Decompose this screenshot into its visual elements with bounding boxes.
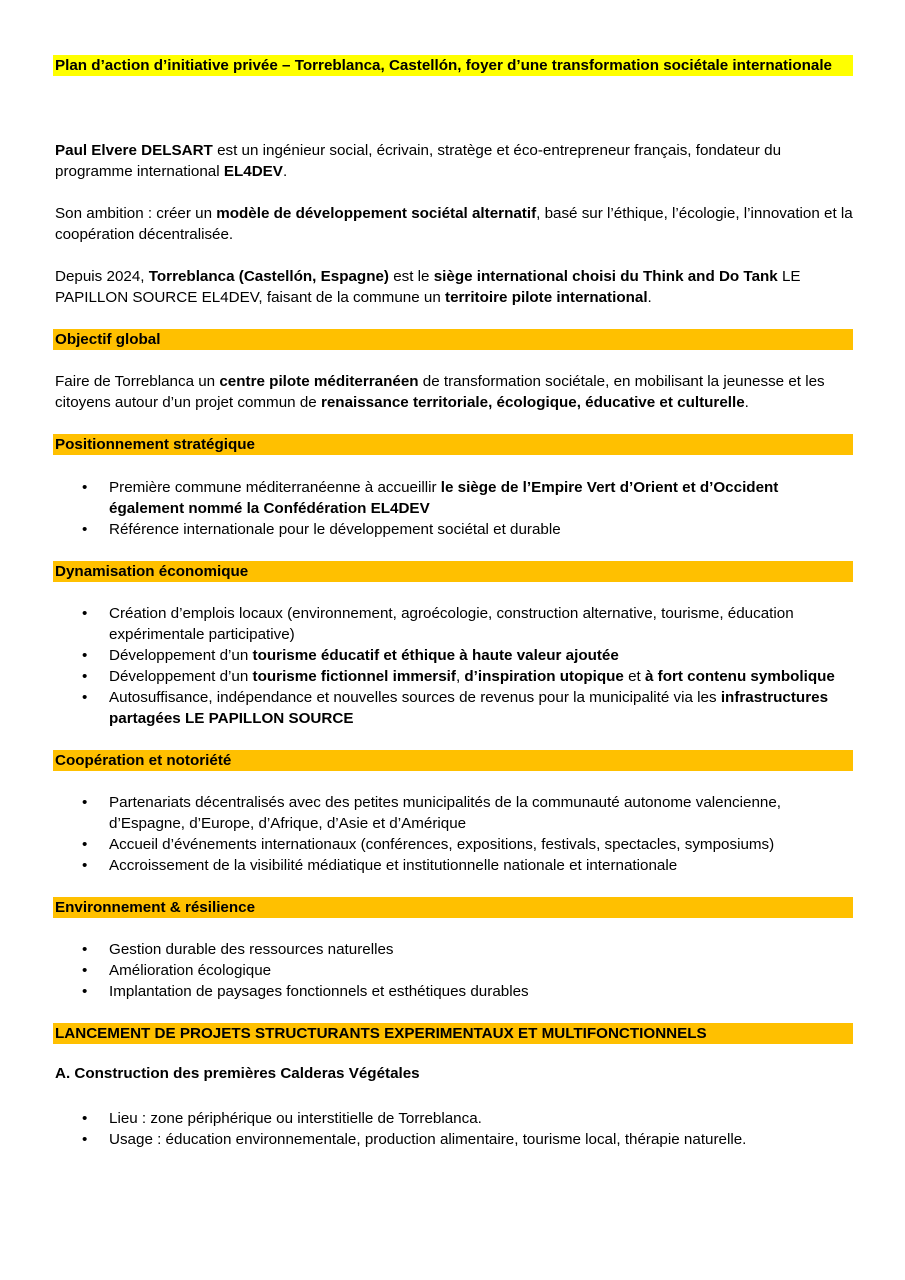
- list-item: • Gestion durable des ressources naturelles: [55, 939, 855, 960]
- section-heading-environnement: Environnement & résilience: [53, 897, 853, 918]
- list-item: • Amélioration écologique: [55, 960, 855, 981]
- positionnement-list: [55, 477, 855, 540]
- intro-paragraph-1: Paul Elvere DELSART est un ingénieur social, écrivain, stratège et éco-entrepreneur français, fondateur du programme international EL4DEV.: [55, 142, 782, 180]
- bold-text: siège international choisi du Think and Do Tank: [433, 268, 778, 285]
- list-item: • Accroissement de la visibilité médiatique et institutionnelle nationale et internationale: [55, 855, 855, 876]
- section-heading-lancement: LANCEMENT DE PROJETS STRUCTURANTS EXPERIMENTAUX ET MULTIFONCTIONNELS: [53, 1023, 853, 1044]
- lancement-subheading: A. Construction des premières Calderas Végétales: [55, 1065, 420, 1082]
- dynamisation-list: [55, 603, 855, 729]
- bold-text: Paul Elvere DELSART: [55, 142, 213, 159]
- lancement-list: [55, 1108, 855, 1150]
- bold-text: infrastructures partagées LE PAPILLON SOURCE: [109, 689, 829, 727]
- list-item: • Accueil d’événements internationaux (conférences, expositions, festivals, spectacles, symposiums): [55, 834, 855, 855]
- bold-text: territoire pilote international: [445, 289, 648, 306]
- document-title: Plan d’action d’initiative privée – Torreblanca, Castellón, foyer d’une transformation sociétale internationale: [53, 55, 853, 76]
- list-item: • Usage : éducation environnementale, production alimentaire, tourisme local, thérapie naturelle.: [55, 1129, 855, 1150]
- list-item: • Développement d’un tourisme fictionnel immersif, d’inspiration utopique et à fort contenu symbolique: [55, 666, 855, 687]
- list-item: • Partenariats décentralisés avec des petites municipalités de la communauté autonome valencienne, d’Espagne, d’Europe, d’Afrique, d’Asie et d’Amérique: [55, 792, 855, 834]
- list-item: • Référence internationale pour le développement sociétal et durable: [55, 519, 855, 540]
- bold-text: d’inspiration utopique: [464, 668, 624, 685]
- list-item: • Autosuffisance, indépendance et nouvelles sources de revenus pour la municipalité via les infrastructures partagées LE PAPILLON SOURCE: [55, 687, 855, 729]
- bold-text: renaissance territoriale, écologique, éducative et culturelle: [320, 394, 745, 411]
- list-item: • Lieu : zone périphérique ou interstitielle de Torreblanca.: [55, 1108, 855, 1129]
- cooperation-list: [55, 792, 855, 876]
- bold-text: tourisme éducatif et éthique à haute valeur ajoutée: [252, 647, 619, 664]
- list-item: • Première commune méditerranéenne à accueillir le siège de l’Empire Vert d’Orient et d’Occident également nommé la Confédération EL4DEV: [55, 477, 855, 519]
- bold-text: Torreblanca (Castellón, Espagne): [148, 268, 389, 285]
- list-item: • Création d’emplois locaux (environnement, agroécologie, construction alternative, tourisme, éducation expérimentale participative): [55, 603, 855, 645]
- section-heading-objectif: Objectif global: [53, 329, 853, 350]
- bold-text: centre pilote méditerranéen: [219, 373, 419, 390]
- bold-text: EL4DEV: [223, 163, 283, 180]
- bold-text: à fort contenu symbolique: [644, 668, 835, 685]
- list-item: • Implantation de paysages fonctionnels et esthétiques durables: [55, 981, 855, 1002]
- intro-paragraph-3: Depuis 2024, Torreblanca (Castellón, Espagne) est le siège international choisi du Think and Do Tank LE PAPILLON SOURCE EL4DEV, faisant de la commune un territoire pilote international.: [55, 268, 801, 306]
- environnement-list: [55, 939, 855, 1002]
- bold-text: tourisme fictionnel immersif: [252, 668, 456, 685]
- list-item: • Développement d’un tourisme éducatif et éthique à haute valeur ajoutée: [55, 645, 855, 666]
- section-heading-positionnement: Positionnement stratégique: [53, 434, 853, 455]
- bold-text: le siège de l’Empire Vert d’Orient et d’Occident également nommé la Confédération EL4DEV: [109, 479, 779, 517]
- section-heading-cooperation: Coopération et notoriété: [53, 750, 853, 771]
- bold-text: modèle de développement sociétal alternatif: [216, 205, 537, 222]
- section-heading-dynamisation: Dynamisation économique: [53, 561, 853, 582]
- objectif-paragraph: Faire de Torreblanca un centre pilote méditerranéen de transformation sociétale, en mobilisant la jeunesse et les citoyens autour d’un projet commun de renaissance territoriale, écologique, éducative et culturelle.: [55, 373, 825, 411]
- intro-paragraph-2: Son ambition : créer un modèle de développement sociétal alternatif, basé sur l’éthique, l’écologie, l’innovation et la coopération décentralisée.: [55, 205, 853, 243]
